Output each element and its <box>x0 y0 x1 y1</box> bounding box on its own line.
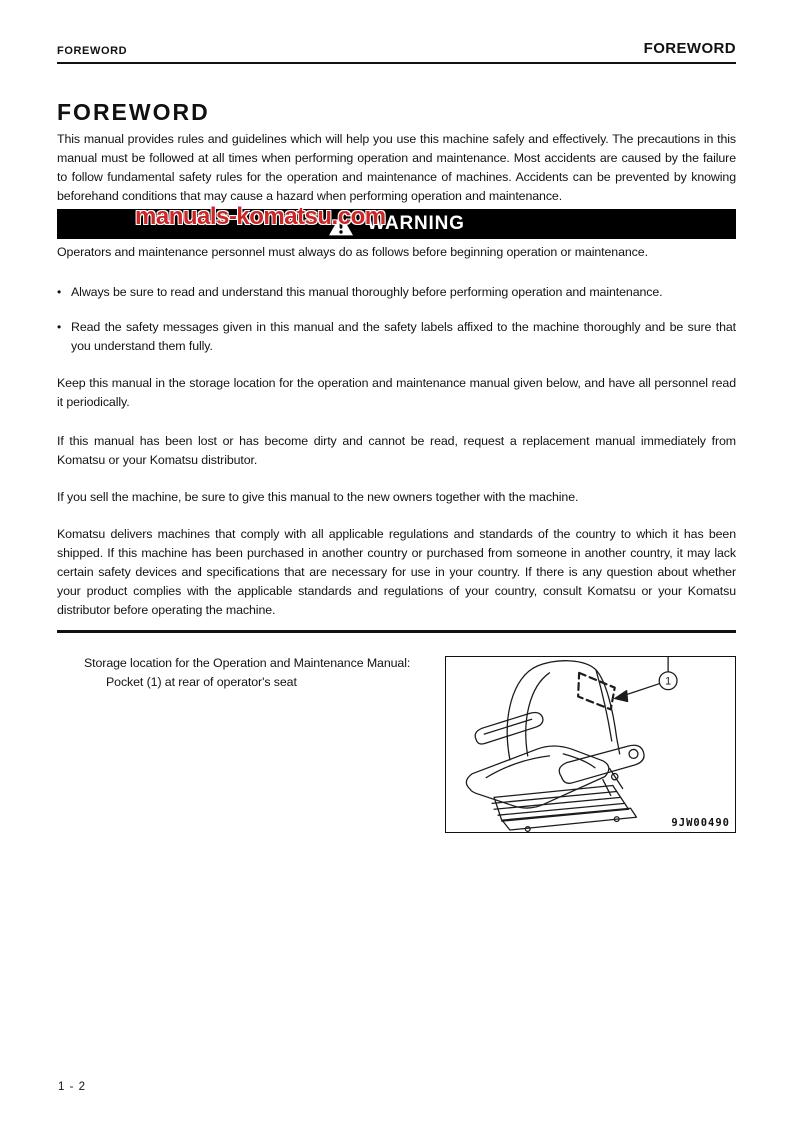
bullet-text: Read the safety messages given in this manual and the safety labels affixed to the machine thoroughly and be sure that you understand them fully. <box>71 320 736 353</box>
site-watermark: manuals-komatsu.com <box>135 203 386 230</box>
warning-label: WARNING <box>367 213 465 234</box>
list-item <box>57 318 736 356</box>
figure-code: 9JW00490 <box>667 817 730 829</box>
figure-callout-number: 1 <box>665 675 672 688</box>
page-number: 1 - 2 <box>58 1081 87 1093</box>
header-rule <box>57 62 736 64</box>
section-divider-rule <box>57 630 736 633</box>
page-title: FOREWORD <box>57 99 210 125</box>
seat-figure-box <box>445 656 736 833</box>
header-left-title: FOREWORD <box>57 45 128 57</box>
warning-intro: Operators and maintenance personnel must always do as follows before beginning operation or maintenance. <box>57 245 648 259</box>
intro-paragraph: This manual provides rules and guidelines which will help you use this machine safely and effectively. The precautions in this manual must be followed at all times when performing operation and maintenance. Most accidents are caused by the failure to follow fundamental safety rules for the operation and maintenance of machines. Accidents can be prevented by knowing beforehand conditions that may cause a hazard when performing operation and maintenance. <box>57 132 736 203</box>
figure-section <box>57 654 736 839</box>
bullet-text: Always be sure to read and understand this manual thoroughly before performing operation and maintenance. <box>71 285 663 299</box>
bullet-icon: • <box>57 320 62 334</box>
figure-caption-line2: Pocket (1) at rear of operator's seat <box>106 675 297 689</box>
seat-illustration <box>446 657 735 832</box>
bullet-icon: • <box>57 285 62 299</box>
figure-caption-line1: Storage location for the Operation and Maintenance Manual: <box>84 656 411 670</box>
paragraph-lost-manual: If this manual has been lost or has become dirty and cannot be read, request a replacement manual immediately from Komatsu or your Komatsu distributor. <box>57 434 736 467</box>
warning-bullet-list <box>57 283 736 356</box>
list-item <box>57 283 736 302</box>
paragraph-keep-manual: Keep this manual in the storage location for the operation and maintenance manual given below, and have all personnel read it periodically. <box>57 376 736 409</box>
paragraph-compliance: Komatsu delivers machines that comply with all applicable regulations and standards of the country to which it has been shipped. If this machine has been purchased in another country or purchased from someone in another country, it may lack certain safety devices and specifications that are necessary for use in your country. If there is any question about whether your product complies with the applicable standards and regulations of your country, consult Komatsu or your Komatsu distributor before operating the machine. <box>57 527 736 617</box>
paragraph-sell-machine: If you sell the machine, be sure to give this manual to the new owners together with the machine. <box>57 490 579 504</box>
header-right-title: FOREWORD <box>643 40 736 57</box>
